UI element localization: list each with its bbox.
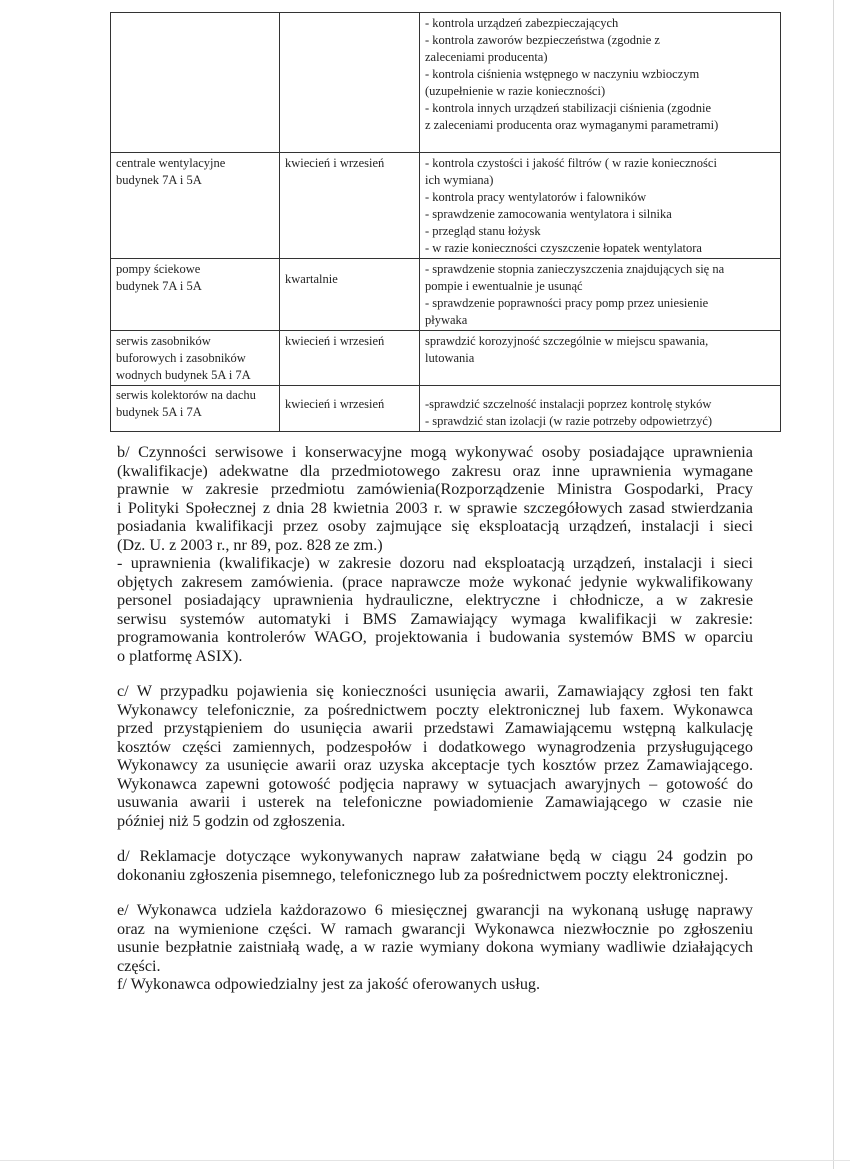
text-line: personel posiadający uprawnienia hydrauliczne, elektryczne i chłodnicze, a w zakresie xyxy=(117,591,753,609)
text-line: e/ Wykonawca udziela każdorazowo 6 miesięcznej gwarancji na wykonaną usługę naprawy xyxy=(117,901,753,919)
service-item-line: budynek 7A i 5A xyxy=(116,173,202,187)
text-line: prawnie w zakresie przedmiotu zamówienia(Rozporządzenie Ministra Gospodarki, Pracy xyxy=(117,480,753,498)
service-task-line: - sprawdzenie zamocowania wentylatora i silnika xyxy=(425,207,672,221)
text-line: Wykonawca zapewni gotowość podjęcia naprawy w sytuacjach awaryjnych – gotowość do xyxy=(117,774,753,793)
text-line: f/ Wykonawca odpowiedzialny jest za jakość oferowanych usług. xyxy=(117,975,541,993)
table-row xyxy=(111,386,781,432)
service-item-line: pompy ściekowe xyxy=(116,262,201,276)
service-task-line: ich wymiana) xyxy=(425,173,494,187)
text-line: c/ W przypadku pojawienia się konieczności usunięcia awarii, Zamawiający zgłosi ten fakt xyxy=(117,682,753,700)
text-line: części. xyxy=(117,956,161,975)
service-term-cell xyxy=(280,331,420,386)
scan-edge-bottom xyxy=(0,1160,850,1161)
text-line: posiadania kwalifikacji przez osoby zajmujące się eksploatacją urządzeń, instalacji i sieci xyxy=(117,517,753,535)
service-task-line: - kontrola zaworów bezpieczeństwa (zgodnie z xyxy=(425,33,660,47)
paragraph-e xyxy=(117,901,753,975)
text-line: (kwalifikacje) adekwatne dla przedmiotowego zakresu oraz inne uprawnienia wymagane xyxy=(117,461,753,480)
paragraph-f xyxy=(117,975,753,994)
paragraph-spacer xyxy=(117,884,753,901)
service-item-cell xyxy=(111,386,280,432)
text-line: oraz na wymienione części. W ramach gwarancji Wykonawca niezwłocznie po zgłoszeniu xyxy=(117,919,753,938)
service-term: kwiecień i wrzesień xyxy=(285,156,385,170)
service-task-line: pompie i ewentualnie je usunąć xyxy=(425,279,583,293)
service-term-cell xyxy=(280,153,420,259)
service-item-line: budynek 5A i 7A xyxy=(116,405,202,419)
paragraph-b-qualifications xyxy=(117,554,753,665)
text-line: o platformę ASIX). xyxy=(117,646,243,665)
text-line: kosztów części zamiennych, podzespołów i dodatkowego wynagrodzenia przysługującego xyxy=(117,737,753,756)
text-line: objętych zakresem zamówienia. (prace naprawcze może wykonać jedynie wykwalifikowany xyxy=(117,572,753,591)
paragraph-spacer xyxy=(117,665,753,682)
text-line: - uprawnienia (kwalifikacje) w zakresie dozoru nad eksploatacją urządzeń, instalacji i sieci xyxy=(117,554,753,572)
service-term: kwiecień i wrzesień xyxy=(285,397,385,411)
service-task-line: - przegląd stanu łożysk xyxy=(425,224,541,238)
text-line: dokonaniu zgłoszenia pisemnego, telefonicznego lub za pośrednictwem poczty elektronicznej. xyxy=(117,865,729,884)
service-term-cell xyxy=(280,259,420,331)
text-line: b/ Czynności serwisowe i konserwacyjne mogą wykonywać osoby posiadające uprawnienia xyxy=(117,443,753,461)
service-tasks-cell xyxy=(420,331,781,386)
service-schedule-table xyxy=(110,12,781,432)
paragraph-c xyxy=(117,682,753,830)
text-line: programowania kontrolerów WAGO, projektowania i budowania systemów BMS w oparciu xyxy=(117,628,753,646)
service-task-line: - kontrola ciśnienia wstępnego w naczyniu wzbioczym xyxy=(425,67,700,81)
service-task-line: - kontrola czystości i jakość filtrów ( w razie konieczności xyxy=(425,156,717,170)
service-task-line: sprawdzić korozyjność szczególnie w miejscu spawania, xyxy=(425,334,709,348)
text-line: i Polityki Społecznej z dnia 28 kwietnia 2003 r. w sprawie szczegółowych zasad stwierdzania xyxy=(117,498,753,517)
text-line: usunie bezpłatnie zaistniałą wadę, a w razie wymiany dokona wymiany wadliwie działających xyxy=(117,938,753,956)
service-term: kwartalnie xyxy=(285,272,338,286)
service-tasks-cell xyxy=(420,153,781,259)
service-item-line: serwis zasobników xyxy=(116,334,211,348)
service-tasks-cell xyxy=(420,259,781,331)
service-task-line: -sprawdzić szczelność instalacji poprzez kontrolę styków xyxy=(425,397,712,411)
service-term-cell xyxy=(280,13,420,153)
service-term: kwiecień i wrzesień xyxy=(285,334,385,348)
service-task-line: (uzupełnienie w razie konieczności) xyxy=(425,84,606,98)
text-line: później niż 5 godzin od zgłoszenia. xyxy=(117,811,346,830)
text-line: serwisu systemów automatyki i BMS Zamawiający wymaga kwalifikacji w zakresie: xyxy=(117,609,753,628)
paragraph-spacer xyxy=(117,830,753,847)
text-line: (Dz. U. z 2003 r., nr 89, poz. 828 ze zm.) xyxy=(117,535,383,554)
table-row xyxy=(111,153,781,259)
service-task-line: - sprawdzenie poprawności pracy pomp przez uniesienie xyxy=(425,296,709,310)
service-item-line: buforowych i zasobników xyxy=(116,351,246,365)
table-row xyxy=(111,13,781,153)
service-task-line: pływaka xyxy=(425,313,468,327)
service-task-line: - kontrola innych urządzeń stabilizacji ciśnienia (zgodnie xyxy=(425,101,711,115)
paragraph-b xyxy=(117,443,753,554)
service-item-line: serwis kolektorów na dachu xyxy=(116,388,256,402)
text-line: usuwania awarii i usterek na telefoniczne powiadomienie Zamawiającego w czasie nie xyxy=(117,793,753,811)
service-task-line: - sprawdzenie stopnia zanieczyszczenia znajdujących się na xyxy=(425,262,725,276)
service-item-cell xyxy=(111,13,280,153)
service-tasks-cell xyxy=(420,386,781,432)
service-item-line: centrale wentylacyjne xyxy=(116,156,226,170)
text-line: Wykonawcy telefonicznie, za pośrednictwem poczty elektronicznej lub faxem. Wykonawca xyxy=(117,700,753,719)
scan-edge-right xyxy=(833,0,834,1169)
service-task-line: - kontrola pracy wentylatorów i falowników xyxy=(425,190,647,204)
service-tasks-cell xyxy=(420,13,781,153)
service-task-line: lutowania xyxy=(425,351,475,365)
contract-body-text xyxy=(117,443,753,994)
text-line: d/ Reklamacje dotyczące wykonywanych napraw załatwiane będą w ciągu 24 godzin po xyxy=(117,847,753,865)
service-task-line: - kontrola urządzeń zabezpieczających xyxy=(425,16,619,30)
service-task-line: z zaleceniami producenta oraz wymaganymi parametrami) xyxy=(425,118,719,132)
table-row xyxy=(111,331,781,386)
service-item-line: wodnych budynek 5A i 7A xyxy=(116,368,251,382)
table-row xyxy=(111,259,781,331)
text-line: Wykonawcy za usunięcie awarii oraz uzyska akceptacje tych kosztów przez Zamawiającego. xyxy=(117,756,753,774)
service-task-line: zaleceniami producenta) xyxy=(425,50,548,64)
paragraph-d xyxy=(117,847,753,884)
service-item-cell xyxy=(111,331,280,386)
service-task-line: - w razie konieczności czyszczenie łopatek wentylatora xyxy=(425,241,702,255)
text-line: przed przystąpieniem do usunięcia awarii przedstawi Zamawiającemu wstępną kalkulację xyxy=(117,719,753,737)
service-item-cell xyxy=(111,259,280,331)
service-term-cell xyxy=(280,386,420,432)
service-task-line: - sprawdzić stan izolacji (w razie potrzeby odpowietrzyć) xyxy=(425,414,713,428)
service-item-cell xyxy=(111,153,280,259)
service-item-line: budynek 7A i 5A xyxy=(116,279,202,293)
